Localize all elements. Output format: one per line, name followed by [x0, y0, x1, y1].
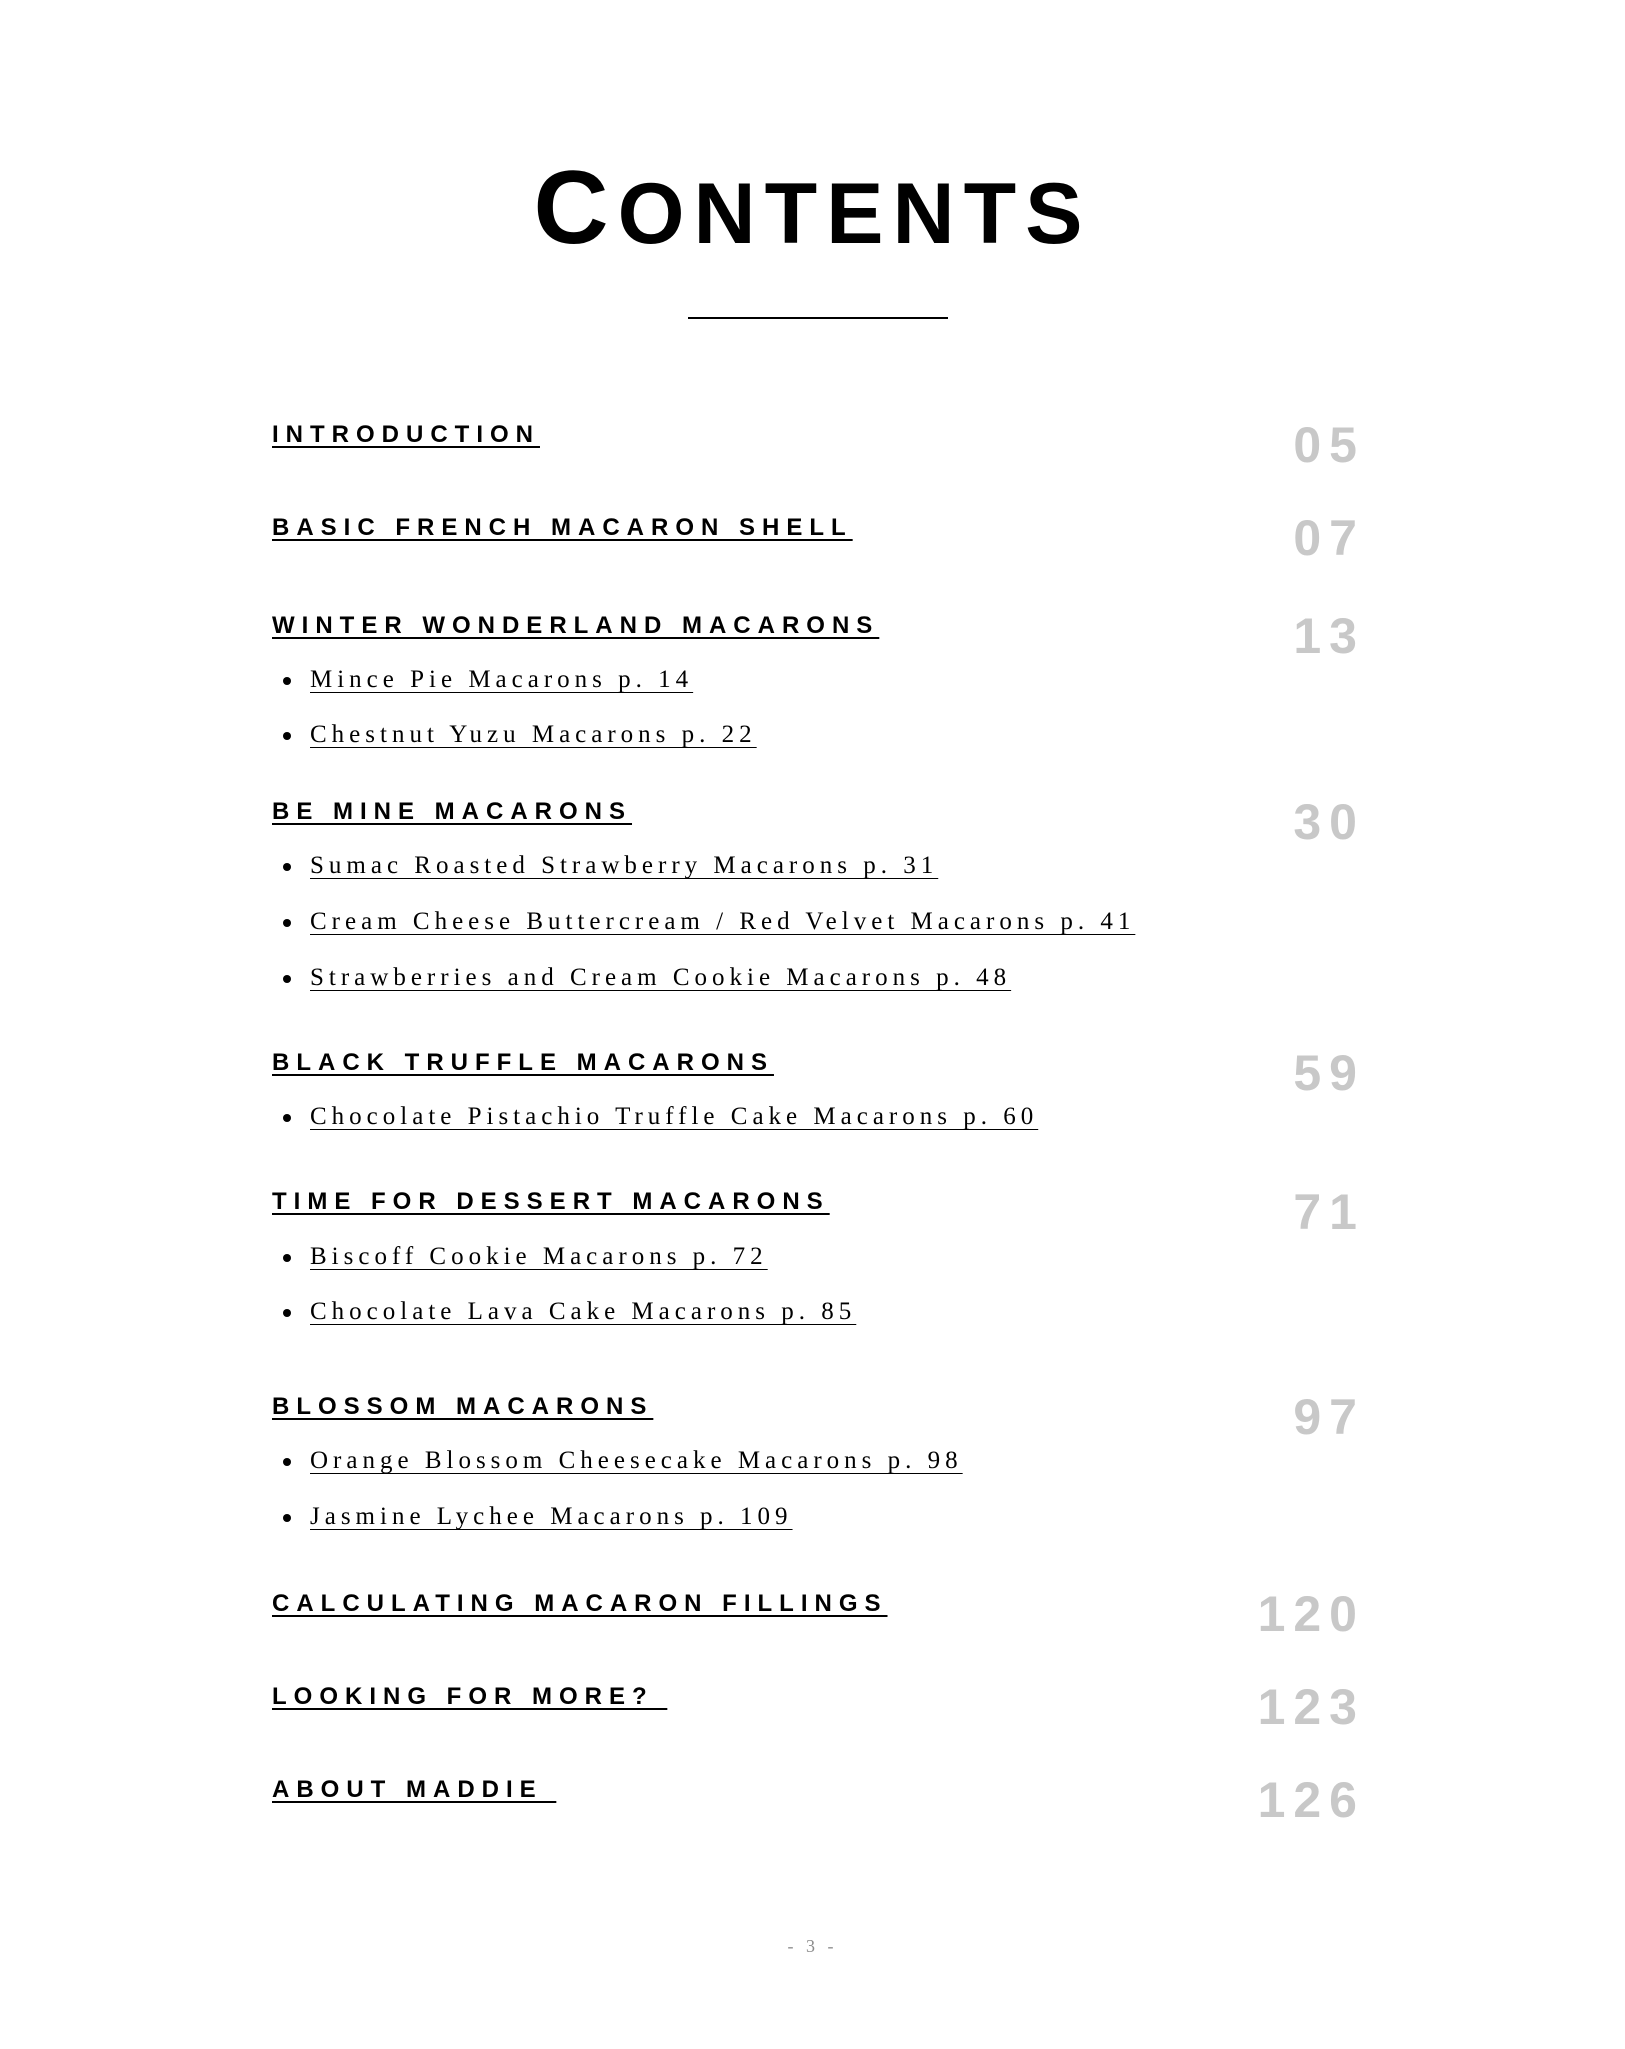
- toc-subsection-link[interactable]: Jasmine Lychee Macarons p. 109: [310, 1503, 793, 1530]
- toc-heading-blossom[interactable]: BLOSSOM MACARONS: [272, 1393, 654, 1420]
- toc-page-number: 13: [1293, 608, 1365, 664]
- toc-subsection-link[interactable]: Chestnut Yuzu Macarons p. 22: [310, 721, 757, 748]
- toc-heading-be-mine[interactable]: BE MINE MACARONS: [272, 798, 633, 825]
- toc-page-number: 59: [1293, 1045, 1365, 1101]
- toc-subsection-link[interactable]: Strawberries and Cream Cookie Macarons p. 48: [310, 964, 1012, 991]
- toc-page-number: 120: [1257, 1586, 1365, 1642]
- toc-page-number: 71: [1293, 1184, 1365, 1240]
- toc-subsection-link[interactable]: Biscoff Cookie Macarons p. 72: [310, 1243, 768, 1270]
- toc-page-number: 05: [1293, 417, 1365, 473]
- bullet-icon: [283, 919, 291, 927]
- title-divider: [688, 317, 948, 319]
- toc-heading-introduction[interactable]: INTRODUCTION: [272, 421, 540, 448]
- bullet-icon: [283, 863, 291, 871]
- toc-heading-time-for-dessert[interactable]: TIME FOR DESSERT MACARONS: [272, 1188, 830, 1215]
- toc-page-number: 97: [1293, 1389, 1365, 1445]
- toc-subsection-link[interactable]: Chocolate Pistachio Truffle Cake Macarons p. 60: [310, 1103, 1039, 1130]
- bullet-icon: [283, 1114, 291, 1122]
- page-title-initial: C: [533, 150, 618, 266]
- toc-heading-looking-for-more[interactable]: LOOKING FOR MORE?: [272, 1683, 668, 1710]
- toc-heading-black-truffle[interactable]: BLACK TRUFFLE MACARONS: [272, 1049, 774, 1076]
- bullet-icon: [283, 1458, 291, 1466]
- toc-subsection-link[interactable]: Orange Blossom Cheesecake Macarons p. 98: [310, 1447, 963, 1474]
- toc-subsection-link[interactable]: Chocolate Lava Cake Macarons p. 85: [310, 1298, 857, 1325]
- toc-page-number: 30: [1293, 794, 1365, 850]
- bullet-icon: [283, 732, 291, 740]
- page-title-rest: ONTENTS: [617, 166, 1092, 262]
- bullet-icon: [283, 1254, 291, 1262]
- bullet-icon: [283, 677, 291, 685]
- toc-subsection-link[interactable]: Mince Pie Macarons p. 14: [310, 666, 694, 693]
- toc-heading-winter-wonderland[interactable]: WINTER WONDERLAND MACARONS: [272, 612, 880, 639]
- toc-subsection-link[interactable]: Cream Cheese Buttercream / Red Velvet Macarons p. 41: [310, 908, 1136, 935]
- bullet-icon: [283, 975, 291, 983]
- page-title: [0, 150, 1625, 266]
- toc-heading-about-maddie[interactable]: ABOUT MADDIE: [272, 1776, 557, 1803]
- toc-page-number: 123: [1257, 1679, 1365, 1735]
- toc-page-number: 126: [1257, 1772, 1365, 1828]
- toc-heading-basic-shell[interactable]: BASIC FRENCH MACARON SHELL: [272, 514, 853, 541]
- toc-subsection-link[interactable]: Sumac Roasted Strawberry Macarons p. 31: [310, 852, 939, 879]
- page-footer-number: - 3 -: [787, 1936, 838, 1956]
- toc-heading-calculating-fillings[interactable]: CALCULATING MACARON FILLINGS: [272, 1590, 888, 1617]
- toc-page-number: 07: [1293, 510, 1365, 566]
- bullet-icon: [283, 1514, 291, 1522]
- bullet-icon: [283, 1309, 291, 1317]
